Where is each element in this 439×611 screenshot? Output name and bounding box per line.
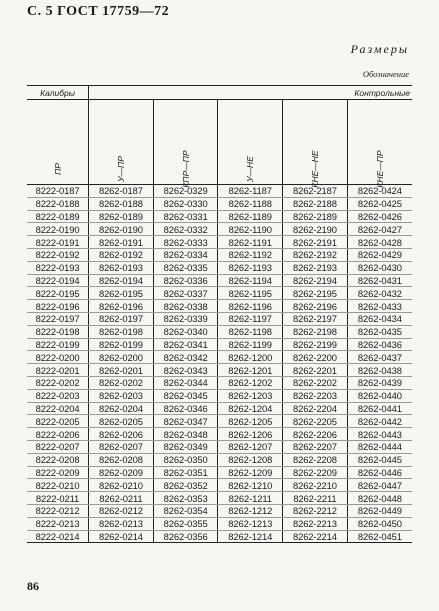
table-cell: 8262-0207 xyxy=(89,440,154,453)
table-cell: 8262-0433 xyxy=(347,300,412,313)
table-cell: 8262-1191 xyxy=(218,236,283,249)
table-cell: 8262-0206 xyxy=(89,428,154,441)
table-cell: 8262-2194 xyxy=(283,274,348,287)
table-cell: 8262-2196 xyxy=(283,300,348,313)
table-cell: 8262-0431 xyxy=(347,274,412,287)
table-row xyxy=(27,402,412,415)
table-row xyxy=(27,517,412,530)
table-body xyxy=(27,185,412,543)
column-header xyxy=(218,100,283,185)
table-cell: 8262-1192 xyxy=(218,248,283,261)
table-row xyxy=(27,223,412,236)
table-cell: 8262-1206 xyxy=(218,428,283,441)
table-cell: 8262-0445 xyxy=(347,453,412,466)
table-cell: 8262-0205 xyxy=(89,415,154,428)
table-cell: 8222-0203 xyxy=(27,389,89,402)
table-cell: 8262-2191 xyxy=(283,236,348,249)
table-cell: 8222-0200 xyxy=(27,351,89,364)
table-cell: 8262-1207 xyxy=(218,440,283,453)
table-cell: 8262-0447 xyxy=(347,479,412,492)
table-cell: 8262-2202 xyxy=(283,376,348,389)
table-cell: 8222-0195 xyxy=(27,287,89,300)
table-cell: 8262-1201 xyxy=(218,364,283,377)
column-group-row xyxy=(27,86,412,100)
table-cell: 8262-2199 xyxy=(283,338,348,351)
table-cell: 8262-0333 xyxy=(153,236,218,249)
table-cell: 8262-0346 xyxy=(153,402,218,415)
table-cell: 8262-0444 xyxy=(347,440,412,453)
table-cell: 8262-2189 xyxy=(283,210,348,223)
table-cell: 8262-2204 xyxy=(283,402,348,415)
table-cell: 8262-2197 xyxy=(283,312,348,325)
table-cell: 8262-0436 xyxy=(347,338,412,351)
table-cell: 8262-2201 xyxy=(283,364,348,377)
table-cell: 8262-0355 xyxy=(153,517,218,530)
table-cell: 8262-2211 xyxy=(283,492,348,505)
table-cell: 8262-1209 xyxy=(218,466,283,479)
table-cell: 8262-2193 xyxy=(283,261,348,274)
table-cell: 8262-2203 xyxy=(283,389,348,402)
table-cell: 8262-0335 xyxy=(153,261,218,274)
table-row xyxy=(27,300,412,313)
group-header-gauges: Калибры xyxy=(27,86,89,100)
table-cell: 8262-0446 xyxy=(347,466,412,479)
table-cell: 8222-0211 xyxy=(27,492,89,505)
table-cell: 8262-0198 xyxy=(89,325,154,338)
table-cell: 8262-2205 xyxy=(283,415,348,428)
table-row xyxy=(27,376,412,389)
table-cell: 8262-0336 xyxy=(153,274,218,287)
table-cell: 8262-0342 xyxy=(153,351,218,364)
table-cell: 8262-1208 xyxy=(218,453,283,466)
table-cell: 8262-0354 xyxy=(153,504,218,517)
table-row xyxy=(27,492,412,505)
table-cell: 8262-1212 xyxy=(218,504,283,517)
table-cell: 8262-0193 xyxy=(89,261,154,274)
table-cell: 8222-0204 xyxy=(27,402,89,415)
table-cell: 8262-0356 xyxy=(153,530,218,543)
table-cell: 8222-0194 xyxy=(27,274,89,287)
table-cell: 8262-0208 xyxy=(89,453,154,466)
table-cell: 8262-0427 xyxy=(347,223,412,236)
table-cell: 8222-0208 xyxy=(27,453,89,466)
table-cell: 8262-0334 xyxy=(153,248,218,261)
table-cell: 8262-0191 xyxy=(89,236,154,249)
table-cell: 8262-2188 xyxy=(283,197,348,210)
table-cell: 8262-0437 xyxy=(347,351,412,364)
table-cell: 8262-1189 xyxy=(218,210,283,223)
table-cell: 8262-0352 xyxy=(153,479,218,492)
table-cell: 8262-0188 xyxy=(89,197,154,210)
table-cell: 8262-0331 xyxy=(153,210,218,223)
table-cell: 8222-0214 xyxy=(27,530,89,543)
table-cell: 8262-0192 xyxy=(89,248,154,261)
table-row xyxy=(27,338,412,351)
table-cell: 8262-0330 xyxy=(153,197,218,210)
table-cell: 8262-0340 xyxy=(153,325,218,338)
page-number: 86 xyxy=(27,579,39,593)
table-row xyxy=(27,210,412,223)
table-cell: 8222-0199 xyxy=(27,338,89,351)
table-cell: 8262-0353 xyxy=(153,492,218,505)
table-cell: 8222-0207 xyxy=(27,440,89,453)
section-title: Размеры xyxy=(350,42,409,56)
table-cell: 8262-1211 xyxy=(218,492,283,505)
table-cell: 8262-0448 xyxy=(347,492,412,505)
table-cell: 8262-0428 xyxy=(347,236,412,249)
table-cell: 8262-0438 xyxy=(347,364,412,377)
table-cell: 8262-0424 xyxy=(347,185,412,198)
table-row xyxy=(27,236,412,249)
table-cell: 8262-1204 xyxy=(218,402,283,415)
table-cell: 8222-0193 xyxy=(27,261,89,274)
table-cell: 8262-2210 xyxy=(283,479,348,492)
table-cell: 8262-0203 xyxy=(89,389,154,402)
table-row xyxy=(27,479,412,492)
table-cell: 8262-0212 xyxy=(89,504,154,517)
table-cell: 8262-0200 xyxy=(89,351,154,364)
table-cell: 8262-2207 xyxy=(283,440,348,453)
column-header xyxy=(27,100,89,185)
column-header-label: У—НЕ xyxy=(245,156,256,182)
table-cell: 8262-0429 xyxy=(347,248,412,261)
table-cell: 8262-0347 xyxy=(153,415,218,428)
table-cell: 8262-1205 xyxy=(218,415,283,428)
table-row xyxy=(27,325,412,338)
table-cell: 8262-0213 xyxy=(89,517,154,530)
column-header-label: КПР—ПР xyxy=(180,150,191,188)
table-cell: 8262-1202 xyxy=(218,376,283,389)
table-cell: 8262-0442 xyxy=(347,415,412,428)
table-cell: 8262-0345 xyxy=(153,389,218,402)
column-header-label: КНЕ—ПР xyxy=(374,150,385,188)
table-row xyxy=(27,466,412,479)
table-cell: 8262-1210 xyxy=(218,479,283,492)
table-cell: 8222-0188 xyxy=(27,197,89,210)
group-header-control: Контрольные xyxy=(89,86,412,100)
table-cell: 8222-0205 xyxy=(27,415,89,428)
table-cell: 8222-0189 xyxy=(27,210,89,223)
table-cell: 8262-0449 xyxy=(347,504,412,517)
table-cell: 8262-0351 xyxy=(153,466,218,479)
table-cell: 8262-0432 xyxy=(347,287,412,300)
table-cell: 8262-1213 xyxy=(218,517,283,530)
table-cell: 8262-0189 xyxy=(89,210,154,223)
table-cell: 8262-0426 xyxy=(347,210,412,223)
table-cell: 8262-2198 xyxy=(283,325,348,338)
table-cell: 8262-1187 xyxy=(218,185,283,198)
table-cell: 8262-2200 xyxy=(283,351,348,364)
column-header-label: ПР xyxy=(52,163,63,175)
column-header xyxy=(347,100,412,188)
table-row xyxy=(27,261,412,274)
table-row xyxy=(27,364,412,377)
table-cell: 8222-0198 xyxy=(27,325,89,338)
table-cell: 8262-0199 xyxy=(89,338,154,351)
table-cell: 8262-2187 xyxy=(283,185,348,198)
table-cell: 8262-0194 xyxy=(89,274,154,287)
table-row xyxy=(27,274,412,287)
table-cell: 8262-0341 xyxy=(153,338,218,351)
table-cell: 8262-0204 xyxy=(89,402,154,415)
table-cell: 8262-2195 xyxy=(283,287,348,300)
table-cell: 8222-0190 xyxy=(27,223,89,236)
table-row xyxy=(27,504,412,517)
table-cell: 8262-0332 xyxy=(153,223,218,236)
table-row xyxy=(27,197,412,210)
table-cell: 8222-0192 xyxy=(27,248,89,261)
column-header xyxy=(153,100,218,188)
table-row xyxy=(27,287,412,300)
table-cell: 8262-2214 xyxy=(283,530,348,543)
table-cell: 8262-2208 xyxy=(283,453,348,466)
table-cell: 8262-0348 xyxy=(153,428,218,441)
table-cell: 8262-0197 xyxy=(89,312,154,325)
column-header xyxy=(283,100,348,188)
table-row xyxy=(27,415,412,428)
table-cell: 8222-0213 xyxy=(27,517,89,530)
table-cell: 8262-0439 xyxy=(347,376,412,389)
table-cell: 8262-0211 xyxy=(89,492,154,505)
table-cell: 8222-0201 xyxy=(27,364,89,377)
column-header xyxy=(89,100,154,185)
table-cell: 8262-0201 xyxy=(89,364,154,377)
table-cell: 8262-0195 xyxy=(89,287,154,300)
table-cell: 8262-0440 xyxy=(347,389,412,402)
table-cell: 8262-1203 xyxy=(218,389,283,402)
table-cell: 8262-0337 xyxy=(153,287,218,300)
table-row xyxy=(27,440,412,453)
table-cell: 8262-0210 xyxy=(89,479,154,492)
table-cell: 8262-0430 xyxy=(347,261,412,274)
table-cell: 8262-0209 xyxy=(89,466,154,479)
table-cell: 8262-0450 xyxy=(347,517,412,530)
table-row xyxy=(27,389,412,402)
page-header: С. 5 ГОСТ 17759—72 xyxy=(27,4,170,19)
table-cell: 8262-1194 xyxy=(218,274,283,287)
table-cell: 8262-0451 xyxy=(347,530,412,543)
table-cell: 8262-0202 xyxy=(89,376,154,389)
table-cell: 8262-0349 xyxy=(153,440,218,453)
table-cell: 8262-2209 xyxy=(283,466,348,479)
table-cell: 8262-1198 xyxy=(218,325,283,338)
table-cell: 8262-0214 xyxy=(89,530,154,543)
table-cell: 8262-1214 xyxy=(218,530,283,543)
table-cell: 8222-0191 xyxy=(27,236,89,249)
column-header-row xyxy=(27,100,412,185)
column-header-label: У—ПР xyxy=(115,156,126,182)
column-header-label: КНЕ—НЕ xyxy=(309,150,320,188)
table-row xyxy=(27,453,412,466)
designation-label: Обозначение xyxy=(362,69,409,79)
table-cell: 8262-0329 xyxy=(153,185,218,198)
table-cell: 8262-2206 xyxy=(283,428,348,441)
table-row xyxy=(27,351,412,364)
table-cell: 8262-1190 xyxy=(218,223,283,236)
table-cell: 8262-1196 xyxy=(218,300,283,313)
table-cell: 8262-0350 xyxy=(153,453,218,466)
table-row xyxy=(27,428,412,441)
table-cell: 8262-0434 xyxy=(347,312,412,325)
table-cell: 8262-2190 xyxy=(283,223,348,236)
table-cell: 8262-0339 xyxy=(153,312,218,325)
table-row xyxy=(27,248,412,261)
table-cell: 8222-0212 xyxy=(27,504,89,517)
table-cell: 8262-2212 xyxy=(283,504,348,517)
table-cell: 8262-0441 xyxy=(347,402,412,415)
table-cell: 8262-0425 xyxy=(347,197,412,210)
table-cell: 8222-0209 xyxy=(27,466,89,479)
table-cell: 8262-1193 xyxy=(218,261,283,274)
table-cell: 8262-0343 xyxy=(153,364,218,377)
table-cell: 8262-0196 xyxy=(89,300,154,313)
table-cell: 8262-1195 xyxy=(218,287,283,300)
table-cell: 8262-0443 xyxy=(347,428,412,441)
table-cell: 8262-0338 xyxy=(153,300,218,313)
table-cell: 8262-1200 xyxy=(218,351,283,364)
table-cell: 8262-2192 xyxy=(283,248,348,261)
table-row xyxy=(27,312,412,325)
table-cell: 8262-0187 xyxy=(89,185,154,198)
table-cell: 8222-0196 xyxy=(27,300,89,313)
table-cell: 8262-1197 xyxy=(218,312,283,325)
table-cell: 8262-0190 xyxy=(89,223,154,236)
table-cell: 8262-0344 xyxy=(153,376,218,389)
table-cell: 8262-1199 xyxy=(218,338,283,351)
table-cell: 8262-2213 xyxy=(283,517,348,530)
table-cell: 8222-0206 xyxy=(27,428,89,441)
table-cell: 8222-0187 xyxy=(27,185,89,198)
table-cell: 8222-0210 xyxy=(27,479,89,492)
table-cell: 8262-0435 xyxy=(347,325,412,338)
sizes-table xyxy=(27,86,412,543)
table-cell: 8222-0202 xyxy=(27,376,89,389)
table-row xyxy=(27,185,412,198)
table-row xyxy=(27,530,412,543)
table-cell: 8262-1188 xyxy=(218,197,283,210)
table-cell: 8222-0197 xyxy=(27,312,89,325)
